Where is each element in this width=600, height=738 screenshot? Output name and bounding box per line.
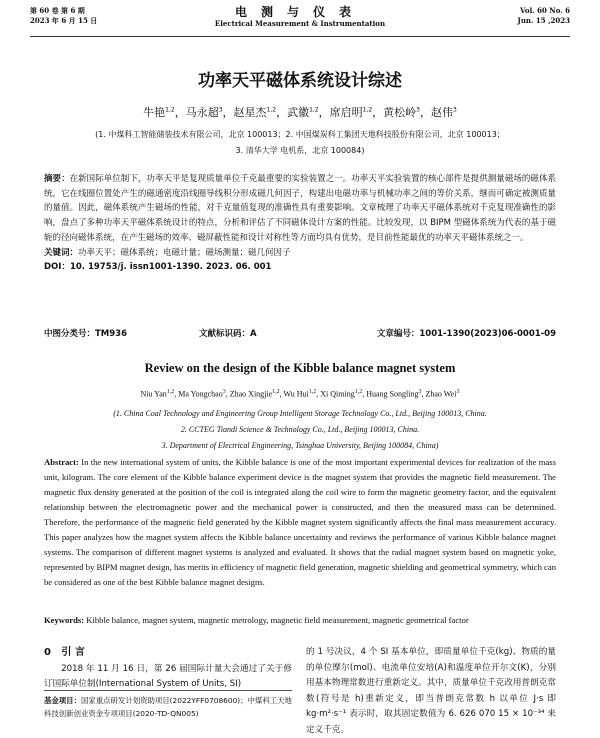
author-affil-mark: 1,2 xyxy=(266,106,277,114)
author-name: Xi Qiming xyxy=(320,389,355,399)
document-code: 文献标识码：A xyxy=(199,329,257,339)
author-name: 武徽 xyxy=(287,106,310,119)
keywords-en: Kibble balance, magnet system, magnetic metrology, magnetic field measurement, magnetic geometrical factor xyxy=(86,615,469,625)
author-affil-mark: 3 xyxy=(218,106,223,114)
author-affil-mark: 1,2 xyxy=(308,389,317,395)
author-name: 席启明 xyxy=(329,106,363,119)
affiliation-zh-line: (1. 中煤科工智能储装技术有限公司，北京 100013；2. 中国煤炭科工集团天地科技股份有限公司，北京 100013； xyxy=(95,130,505,139)
author-name: Zhao Xingjie xyxy=(229,389,273,399)
abstract-en-label: Abstract: xyxy=(44,457,79,467)
section-number: 0 xyxy=(44,647,51,658)
funding-label: 基金项目： xyxy=(44,696,81,705)
affiliation-en-line: 2. CCTEG Tiandi Science & Technology Co., Ltd., Beijing 100013, China. xyxy=(180,425,420,434)
authors-zh: 牛艳$^{1,2}$，马永超$^3$，赵星杰$^{1,2}$，武徽$^{1,2}$，席启明$^{1,2}$，黄松岭$^3$，赵伟$^3$ xyxy=(143,106,457,119)
author-affil-mark: 3 xyxy=(453,106,457,114)
abstract-zh xyxy=(44,172,556,275)
classification-row xyxy=(44,327,556,339)
affiliations-en xyxy=(40,406,560,454)
affiliation-en-line: 3. Department of Electrical Engineering, Tsinghua University, Beijing 100084, China) xyxy=(161,441,439,450)
section-heading xyxy=(44,645,292,660)
header-right xyxy=(518,6,570,26)
abstract-zh-label: 摘要： xyxy=(44,174,70,184)
author-name: 马永超 xyxy=(185,106,219,119)
keywords-en-block xyxy=(44,613,556,628)
volume-issue: 第 60 卷 第 6 期 xyxy=(30,6,85,15)
intro-paragraph: 2018 年 11 月 16 日，第 26 届国际计量大会通过了关于修订国际单位制(International System of Units, SI) xyxy=(44,664,292,689)
author-name: 赵星杰 xyxy=(233,106,267,119)
author-affil-mark: 1,2 xyxy=(354,389,363,395)
author-affil-mark: 1,2 xyxy=(309,106,319,114)
paper-title-zh: 功率天平磁体系统设计综述 xyxy=(198,71,402,91)
body-left-column xyxy=(44,645,292,692)
author-affil-mark: 3 xyxy=(222,389,226,395)
article-number: 文章编号：1001-1390(2023)06-0001-09 xyxy=(376,329,556,339)
running-header xyxy=(30,6,570,32)
author-affil-mark: 3 xyxy=(418,389,422,395)
author-affil-mark: 1,2 xyxy=(362,106,373,114)
clc-number: 中图分类号：TM936 xyxy=(44,329,128,339)
intro-paragraph-continued: 的 1 号决议，4 个 SI 基本单位，即质量单位千克(kg)、物质的量的单位摩尔(mol)、电流单位安培(A)和温度单位开尔文(K)，分别用基本物理常数进行重新定义。其中，质量单位千克改用普朗克常数(符号是 h)重新定义，即当普朗克常数 h 以单位 J·s 即 kg·m²·s⁻¹ 表示时，取其固定数值为 6. 626 070 15 × 10⁻³⁴ 来定义千克。 xyxy=(306,647,556,735)
author-name: Huang Songling xyxy=(366,389,419,399)
keywords-zh: 功率天平；磁体系统；电磁计量；磁场测量；磁几何因子 xyxy=(78,247,291,258)
journal-name-en: Electrical Measurement & Instrumentation xyxy=(214,19,386,28)
header-divider xyxy=(30,36,570,37)
abstract-en-text: In the new international system of units, the Kibble balance is one of the most important experimental devices for realization of the mass unit, kilogram. The core element of the Kibble balance experiment device is the magnet system that provides the magnetic field measurement. The magnetic flux density generated at the position of the coil is integrated along the coil wire to form the magnetic geometry factor, and the equivalent relationship between the electromagnetic power and the mechanical power is constructed, and then the measured mass can be determined. Therefore, the performance of the magnetic field generated by the Kibble magnet system significantly affects the final mass measurement accuracy. This paper analyzes how the magnet system affects the Kibble balance uncertainty and reviews the performance of various Kibble balance magnet systems. The comparison of different magnet systems is analyzed and evaluated. It shows that the radial magnet system based on magnetic yoke, represented by BIPM magnet design, has merits in efficiency of magnetic field generation, magnetic shielding and geometrical symmetry, which can be considered as one of the best Kibble balance magnet designs. xyxy=(44,457,556,587)
author-name: 黄松岭 xyxy=(383,106,417,119)
doi: DOI：10. 19753/j. issn1001-1390. 2023. 06. 001 xyxy=(44,262,272,273)
affiliation-zh-line: 3. 清华大学 电机系，北京 100084) xyxy=(235,146,365,155)
funding-footnote xyxy=(44,690,292,720)
abstract-zh-text: 在新国际单位制下，功率天平是复现质量单位千克最重要的实验装置之一。功率天平实验装置的核心部件是提供测量磁场的磁体系统，它在线圈位置处产生的磁通密度沿线圈导线积分形成磁几何因子，构建出电磁功率与机械功率之间的等价关系，继而可确定被测质量的量值。因此，磁体系统产生磁场的性能，对千克量值复现的准确性具有重要影响。文章梳理了功率天平磁体系统对千克复现准确性的影响，盘点了多种功率天平磁体系统设计的特点，分析和评估了不同磁体设计方案的性能。比较发现，以 BIPM 型磁体系统为代表的基于磁轭的径向磁体系统，在产生磁场的效率、磁屏蔽性能和设计对称性等方面均具有优势，是目前性能最优的功率天平磁体系统之一。 xyxy=(44,174,556,243)
abstract-en xyxy=(44,455,556,590)
affiliations-zh xyxy=(36,127,564,159)
author-name: Ma Yongchao xyxy=(178,389,223,399)
author-affil-mark: 3 xyxy=(416,106,420,114)
author-name: Wu Hui xyxy=(283,389,309,399)
affiliation-en-line: (1. China Coal Technology and Engineering Group Intelligent Storage Technology Co., Ltd., Beijing 100013, China. xyxy=(113,409,487,418)
author-name: 牛艳 xyxy=(143,106,166,119)
paper-title-en: Review on the design of the Kibble balance magnet system xyxy=(144,361,456,375)
volume-issue-en: Vol. 60 No. 6 xyxy=(520,6,570,15)
publish-date: 2023 年 6 月 15 日 xyxy=(30,16,98,25)
funding-text: 国家重点研发计划资助项目(2022YFF0708600)；中煤科工天地科技创新创业资金专项项目(2020-TD-QN005) xyxy=(44,696,292,718)
author-name: 赵伟 xyxy=(431,106,453,119)
author-affil-mark: 1,2 xyxy=(165,106,175,114)
keywords-en-label: Keywords: xyxy=(44,615,85,625)
author-name: Zhao Wei xyxy=(425,389,457,399)
publish-date-en: Jun. 15 ,2023 xyxy=(517,16,570,25)
body-right-column xyxy=(306,645,556,738)
journal-name-zh: 电测与仪表 xyxy=(234,5,365,19)
authors-en: Niu Yan$^{1,2}$, Ma Yongchao$^3$, Zhao Xingjie$^{1,2}$, Wu Hui$^{1,2}$, Xi Qiming$^{1,2}$, Huang Songling$^3$, Zhao Wei$^3$ xyxy=(140,389,460,399)
journal-name xyxy=(30,6,570,29)
author-affil-mark: 3 xyxy=(456,389,460,395)
section-title: 引 言 xyxy=(61,647,85,658)
keywords-zh-label: 关键词： xyxy=(44,247,79,258)
author-affil-mark: 1,2 xyxy=(272,389,280,395)
author-affil-mark: 1,2 xyxy=(166,389,175,395)
author-name: Niu Yan xyxy=(140,389,167,399)
